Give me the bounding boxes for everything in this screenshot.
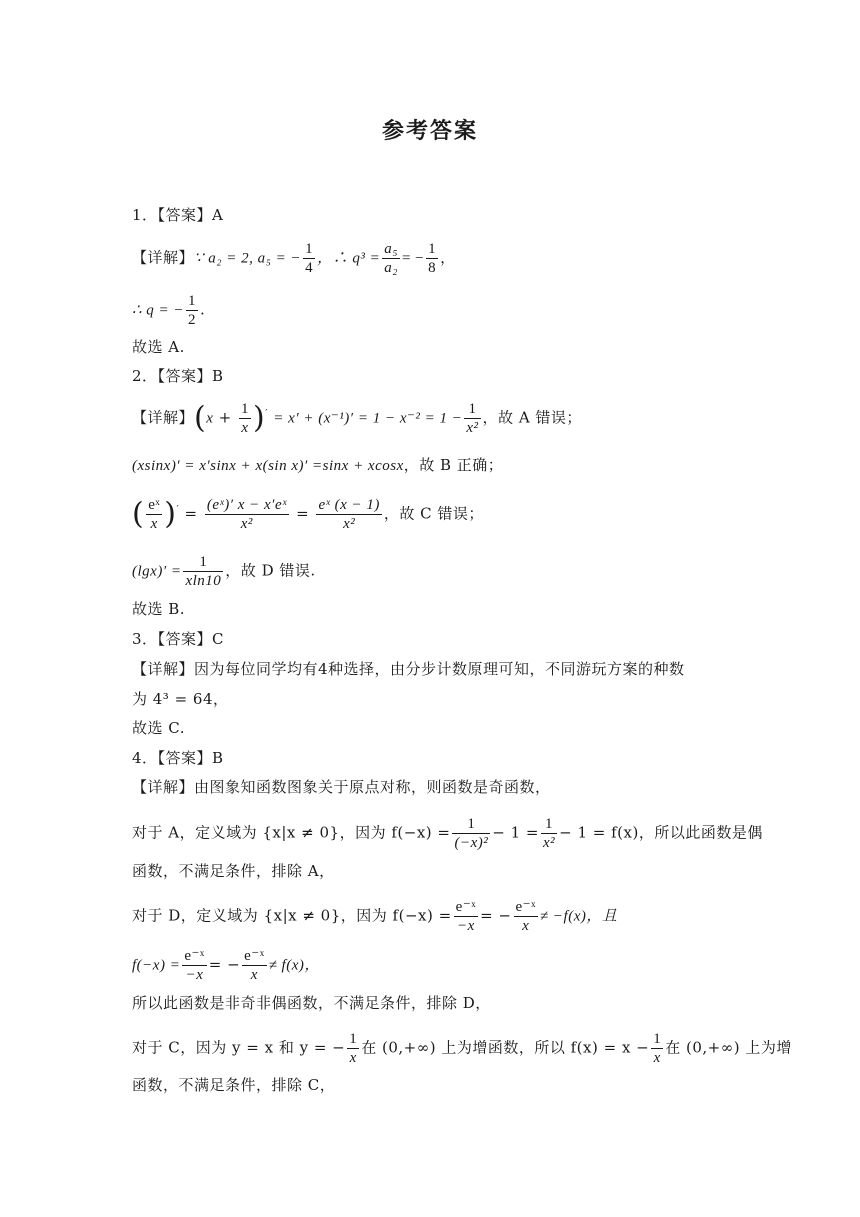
fraction: $\frac{\text{e⁻ˣ}}{-x}$ xyxy=(455,899,477,934)
q3-detail-cont: 为 4³ = 64， xyxy=(132,690,229,708)
q1-choose: 故选 A. xyxy=(132,338,185,356)
q2-option-d: (lgx)′ = $\frac{1}{xln10}$ ，故 D 错误. xyxy=(132,554,316,589)
detail-label: 【详解】 xyxy=(132,660,195,678)
fraction: $\frac{\text{a₅}}{\text{a₂}}$ xyxy=(384,241,398,276)
fraction: $\frac{1}{4}$ xyxy=(305,241,314,276)
q2-answer: 2．【答案】B xyxy=(132,367,224,385)
detail-label: 【详解】 xyxy=(132,248,195,267)
fraction: $\frac{1}{\text{(−x)²}}$ xyxy=(454,816,489,851)
q2-option-a: 【详解】(x + $\frac{1}{x}$ )′ = x′ + (x⁻¹)′ = 1 − x⁻² = 1 − $\frac{1}{\text{x²}}$ ，故 A 错误； xyxy=(132,400,582,436)
q3-answer: 3．【答案】C xyxy=(132,630,225,648)
fraction: $\frac{1}{8}$ xyxy=(428,241,437,276)
q4-answer: 4．【答案】B xyxy=(132,749,224,767)
detail-label: 【详解】 xyxy=(132,408,195,427)
fraction: $\frac{\text{e⁻ˣ}}{x}$ xyxy=(515,899,536,934)
fraction: $\frac{1}{x}$ xyxy=(241,401,250,436)
q4-detail: 【详解】由图象知函数图象关于原点对称，则函数是奇函数， xyxy=(132,778,551,796)
q3-choose: 故选 C. xyxy=(132,719,185,737)
fraction: $\frac{\text{eˣ (x − 1)}}{\text{x²}}$ xyxy=(318,497,380,532)
detail-label: 【详解】 xyxy=(132,778,195,796)
q4-option-a: 对于 A，定义域为 {x|x ≠ 0}，因为 f(−x) = $\frac{1}{\text{(−x)²}}$ − 1 = $\frac{1}{\text{x²}}$ − 1 = f(x)，所以此函数是偶 xyxy=(132,816,763,851)
fraction: $\frac{1}{x}$ xyxy=(349,1031,358,1066)
fraction: $\frac{\text{(eˣ)′ x − x′eˣ}}{\text{x²}}$ xyxy=(206,497,287,532)
fraction: $\frac{1}{xln10}$ xyxy=(185,554,222,589)
fraction: $\frac{1}{x}$ xyxy=(653,1031,662,1066)
fraction: $\frac{1}{2}$ xyxy=(188,293,197,328)
q2-option-c: ( $\frac{\text{eˣ}}{x}$ )′ = $\frac{\text{(eˣ)′ x − x′eˣ}}{\text{x²}}$ = $\frac{\text{eˣ (x − 1)}}{\text{x²}}$ ，故 C 错误； xyxy=(132,496,484,532)
q4-option-a-cont: 函数，不满足条件，排除 A， xyxy=(132,862,335,880)
q4-option-c: 对于 C，因为 y = x 和 y = − $\frac{1}{x}$ 在 (0,+∞) 上为增函数，所以 f(x) = x − $\frac{1}{x}$ 在 (0,+∞) 上为增 xyxy=(132,1031,792,1066)
fraction: $\frac{\text{eˣ}}{x}$ xyxy=(148,497,161,532)
q4-option-d: 对于 D，定义域为 {x|x ≠ 0}，因为 f(−x) = $\frac{\text{e⁻ˣ}}{-x}$ = − $\frac{\text{e⁻ˣ}}{x}$ ≠ −f(x)，且 xyxy=(132,899,618,934)
fraction: $\frac{\text{e⁻ˣ}}{-x}$ xyxy=(184,948,205,983)
q4-option-c-cont: 函数，不满足条件，排除 C， xyxy=(132,1076,336,1094)
q4-option-d-cont: f(−x) = $\frac{\text{e⁻ˣ}}{-x}$ = − $\frac{\text{e⁻ˣ}}{x}$ ≠ f(x)， xyxy=(132,948,320,983)
q2-choose: 故选 B. xyxy=(132,600,186,618)
q3-detail: 【详解】因为每位同学均有4种选择，由分步计数原理可知，不同游玩方案的种数 xyxy=(132,660,685,678)
q1-answer: 1．【答案】A xyxy=(132,206,224,224)
q1-detail: 【详解】∵ a₂ = 2, a₅ = − $\frac{1}{4}$ ，∴ q³ = $\frac{\text{a₅}}{\text{a₂}}$ = − $\frac{1}{8}$ ， xyxy=(132,241,456,276)
q2-option-b: (xsinx)′ = x′sinx + x(sin x)′ =sinx + xcosx，故 B 正确； xyxy=(132,456,504,474)
fraction: $\frac{1}{\text{x²}}$ xyxy=(542,816,556,851)
q4-option-d-conclusion: 所以此函数是非奇非偶函数，不满足条件，排除 D， xyxy=(132,994,491,1012)
fraction: $\frac{\text{e⁻ˣ}}{x}$ xyxy=(244,948,265,983)
fraction: $\frac{1}{\text{x²}}$ xyxy=(466,401,479,436)
q1-conclusion: ∴ q = − $\frac{1}{2}$ . xyxy=(132,293,206,328)
page-title: 参考答案 xyxy=(381,119,478,144)
